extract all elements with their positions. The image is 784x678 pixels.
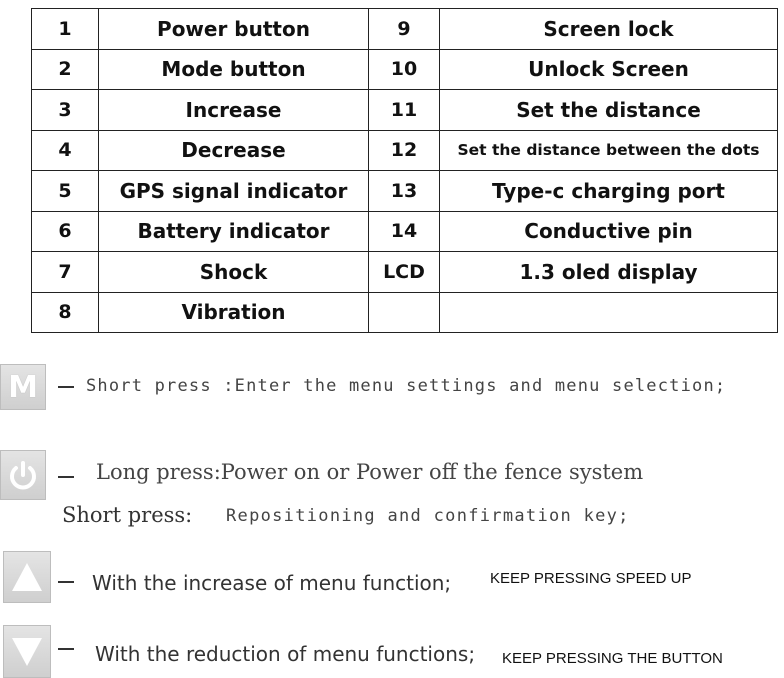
dash-divider <box>58 476 74 478</box>
power-short-press-desc: Repositioning and confirmation key; <box>226 506 630 526</box>
part-number: 5 <box>32 171 99 212</box>
part-label: Battery indicator <box>99 211 369 252</box>
triangle-down-icon <box>10 636 44 668</box>
part-number: 6 <box>32 211 99 252</box>
increase-text: With the increase of menu function; <box>92 571 452 595</box>
part-label: Increase <box>99 90 369 131</box>
part-number: 9 <box>369 9 440 50</box>
table-row <box>32 211 778 252</box>
part-label: GPS signal indicator <box>99 171 369 212</box>
dash-divider <box>58 581 74 583</box>
part-label: Vibration <box>99 292 369 333</box>
part-label: 1.3 oled display <box>440 252 778 293</box>
part-number: 10 <box>369 49 440 90</box>
part-number: LCD <box>369 252 440 293</box>
part-label: Set the distance <box>440 90 778 131</box>
table-row <box>32 130 778 171</box>
part-number <box>369 292 440 333</box>
table-row <box>32 171 778 212</box>
part-label: Power button <box>99 9 369 50</box>
part-label: Conductive pin <box>440 211 778 252</box>
dash-divider <box>58 386 74 388</box>
part-number: 8 <box>32 292 99 333</box>
power-short-press-label: Short press: <box>62 503 193 527</box>
part-number: 4 <box>32 130 99 171</box>
mode-short-press-text: Short press :Enter the menu settings and menu selection; <box>86 376 727 396</box>
part-number: 13 <box>369 171 440 212</box>
mode-button-icon <box>0 364 46 410</box>
part-number: 3 <box>32 90 99 131</box>
part-number: 2 <box>32 49 99 90</box>
part-label: Type-c charging port <box>440 171 778 212</box>
power-long-press-text: Long press:Power on or Power off the fence system <box>96 460 644 484</box>
part-label: Set the distance between the dots <box>440 130 778 171</box>
power-button-icon <box>0 450 46 500</box>
part-label: Unlock Screen <box>440 49 778 90</box>
parts-table <box>31 8 778 333</box>
part-label: Decrease <box>99 130 369 171</box>
increase-button-icon <box>3 551 51 603</box>
decrease-note: KEEP PRESSING THE BUTTON <box>502 650 723 667</box>
decrease-text: With the reduction of menu functions; <box>95 642 476 666</box>
part-label: Shock <box>99 252 369 293</box>
part-number: 12 <box>369 130 440 171</box>
part-number: 7 <box>32 252 99 293</box>
decrease-button-icon <box>3 625 51 678</box>
triangle-up-icon <box>10 561 44 593</box>
mode-letter: M <box>8 369 38 405</box>
part-label <box>440 292 778 333</box>
part-number: 14 <box>369 211 440 252</box>
table-row <box>32 90 778 131</box>
increase-note: KEEP PRESSING SPEED UP <box>490 570 692 587</box>
part-number: 11 <box>369 90 440 131</box>
part-number: 1 <box>32 9 99 50</box>
dash-divider <box>58 648 74 650</box>
part-label: Screen lock <box>440 9 778 50</box>
part-label: Mode button <box>99 49 369 90</box>
table-row <box>32 49 778 90</box>
table-row <box>32 252 778 293</box>
power-icon <box>5 457 41 493</box>
table-row <box>32 292 778 333</box>
table-row <box>32 9 778 50</box>
